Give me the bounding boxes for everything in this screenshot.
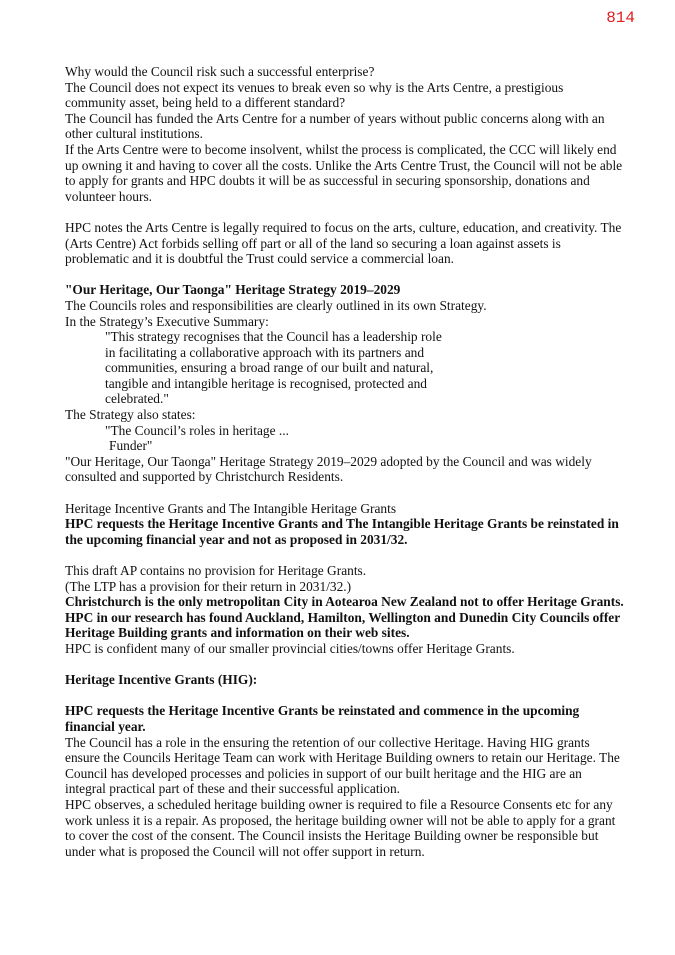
paragraph: The Council has a role in the ensuring the retention of our collective Heritage. Having HIG grants ensure the Councils Heritage Team can work with Heritage Building owners to retain our Heritage. The Council has developed processes and policies in support of our built heritage and the HIG are an integral practical part of these and their successful application. — [65, 734, 620, 797]
page-number: 814 — [606, 9, 635, 27]
strategy-quote — [65, 329, 625, 407]
paragraph: "Our Heritage, Our Taonga" Heritage Strategy 2019–2029 adopted by the Council and was widely consulted and supported by Christchurch Residents. — [65, 453, 592, 485]
quote-line: communities, ensuring a broad range of our built and natural, — [105, 360, 434, 376]
quote-line: "The Council’s roles in heritage ... — [105, 422, 289, 438]
hig-heading: Heritage Incentive Grants (HIG): — [65, 672, 258, 688]
spacer — [65, 204, 625, 220]
quote-line: tangible and intangible heritage is recognised, protected and — [105, 375, 428, 391]
spacer — [65, 547, 625, 563]
spacer — [65, 267, 625, 283]
quote-line: Funder" — [109, 438, 153, 454]
grants-heading: Heritage Incentive Grants and The Intangible Heritage Grants — [65, 500, 397, 516]
paragraph: The Council has funded the Arts Centre for a number of years without public concerns along with an other cultural institutions. — [65, 110, 605, 142]
paragraph: HPC is confident many of our smaller provincial cities/towns offer Heritage Grants. — [65, 640, 515, 656]
spacer — [65, 657, 625, 673]
spacer — [65, 688, 625, 704]
paragraph: The Strategy also states: — [65, 407, 196, 423]
hig-request: HPC requests the Heritage Incentive Grants be reinstated and commence in the upcoming financial year. — [65, 703, 580, 734]
draft-statement: Christchurch is the only metropolitan City in Aotearoa New Zealand not to offer Heritage Grants. HPC in our research has found Auckland, Hamilton, Wellington and Dunedin City Councils offer Heritage Building grants and information on their web sites. — [65, 594, 624, 641]
strategy-heading: "Our Heritage, Our Taonga" Heritage Strategy 2019–2029 — [65, 282, 401, 298]
paragraph: This draft AP contains no provision for Heritage Grants. — [65, 563, 367, 578]
quote-line: in facilitating a collaborative approach with its partners and — [105, 344, 425, 360]
quote-line: "This strategy recognises that the Council has a leadership role — [105, 329, 442, 345]
strategy-quote-2 — [65, 423, 625, 454]
spacer — [65, 485, 625, 501]
paragraph: HPC notes the Arts Centre is legally required to focus on the arts, culture, education, and creativity. The (Arts Centre) Act forbids selling off part or all of the land so securing a loan against assets is problematic and it is doubtful the Trust could service a commercial loan. — [65, 219, 622, 267]
quote-line: celebrated." — [105, 391, 169, 407]
grants-request: HPC requests the Heritage Incentive Grants and The Intangible Heritage Grants be reinstated in the upcoming financial year and not as proposed in 2031/32. — [65, 516, 619, 547]
paragraph: If the Arts Centre were to become insolvent, whilst the process is complicated, the CCC will likely end up owning it and having to cover all the costs. Unlike the Arts Centre Trust, the Council will not be able to apply for grants and HPC doubts it will be as successful in securing sponsorship, donations and volunteer hours. — [65, 141, 623, 204]
paragraph: HPC observes, a scheduled heritage building owner is required to file a Resource Consents etc for any work unless it is a repair. As proposed, the heritage building owner will not be able to apply for a grant to cover the cost of the consent. The Council insists the Heritage Building owner be responsible but under what is proposed the Council will not offer support in return. — [65, 796, 616, 859]
paragraph: The Council does not expect its venues to break even so why is the Arts Centre, a prestigious community asset, being held to a different standard? — [65, 79, 564, 111]
document-body — [65, 64, 625, 859]
paragraph: Why would the Council risk such a successful enterprise? — [65, 64, 375, 79]
paragraph: In the Strategy’s Executive Summary: — [65, 313, 269, 329]
paragraph: (The LTP has a provision for their return in 2031/32.) — [65, 578, 352, 594]
paragraph: The Councils roles and responsibilities are clearly outlined in its own Strategy. — [65, 297, 487, 313]
